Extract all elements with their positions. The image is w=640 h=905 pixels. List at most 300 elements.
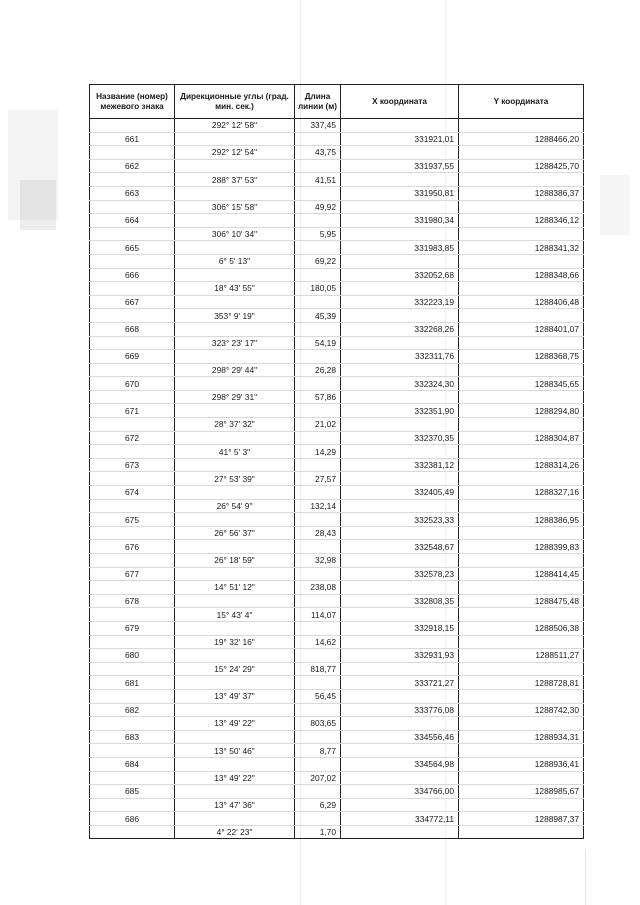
y-cell [459, 173, 584, 187]
x-cell: 332223,19 [341, 295, 459, 309]
length-cell [295, 268, 341, 282]
segment-row [90, 662, 584, 676]
length-cell [295, 132, 341, 146]
length-cell [295, 322, 341, 336]
point-name-cell: 675 [90, 513, 175, 527]
y-cell [459, 282, 584, 296]
scan-noise [585, 850, 586, 905]
point-name-cell [90, 798, 175, 812]
y-cell [459, 227, 584, 241]
angle-cell: 26° 56' 37" [175, 526, 295, 540]
x-cell [341, 499, 459, 513]
length-cell [295, 431, 341, 445]
y-cell [459, 254, 584, 268]
point-row [90, 785, 584, 799]
angle-cell: 292° 12' 58" [175, 119, 295, 133]
point-name-cell [90, 227, 175, 241]
angle-cell [175, 649, 295, 663]
length-cell [295, 785, 341, 799]
point-name-cell [90, 499, 175, 513]
x-cell: 334564,98 [341, 757, 459, 771]
y-cell: 1288511,27 [459, 649, 584, 663]
length-cell: 69,22 [295, 254, 341, 268]
length-cell [295, 730, 341, 744]
point-row [90, 186, 584, 200]
angle-cell: 353° 9' 19" [175, 309, 295, 323]
x-cell [341, 771, 459, 785]
length-cell [295, 214, 341, 228]
x-cell: 332548,67 [341, 540, 459, 554]
angle-cell [175, 486, 295, 500]
y-cell [459, 526, 584, 540]
point-row [90, 322, 584, 336]
y-cell [459, 418, 584, 432]
length-cell: 54,19 [295, 336, 341, 350]
angle-cell: 298° 29' 44" [175, 363, 295, 377]
y-cell [459, 635, 584, 649]
y-cell [459, 825, 584, 839]
point-name-cell: 662 [90, 159, 175, 173]
scan-noise [20, 180, 56, 230]
point-name-cell: 667 [90, 295, 175, 309]
point-name-cell: 663 [90, 186, 175, 200]
length-cell [295, 295, 341, 309]
y-cell: 1288742,30 [459, 703, 584, 717]
y-cell [459, 717, 584, 731]
angle-cell [175, 377, 295, 391]
point-name-cell: 669 [90, 350, 175, 364]
angle-cell: 13° 49' 22" [175, 771, 295, 785]
point-name-cell [90, 146, 175, 160]
angle-cell [175, 322, 295, 336]
length-cell [295, 458, 341, 472]
x-cell [341, 526, 459, 540]
length-cell: 43,75 [295, 146, 341, 160]
coordinates-table [89, 84, 584, 839]
point-name-cell: 666 [90, 268, 175, 282]
y-cell [459, 119, 584, 133]
point-name-cell [90, 254, 175, 268]
x-cell: 331950,81 [341, 186, 459, 200]
segment-row [90, 146, 584, 160]
angle-cell: 292° 12' 54" [175, 146, 295, 160]
angle-cell: 27° 53' 39" [175, 472, 295, 486]
segment-row [90, 499, 584, 513]
point-row [90, 295, 584, 309]
y-cell: 1288987,37 [459, 812, 584, 826]
x-cell [341, 717, 459, 731]
x-cell: 332351,90 [341, 404, 459, 418]
y-cell [459, 689, 584, 703]
angle-cell [175, 676, 295, 690]
length-cell: 180,05 [295, 282, 341, 296]
point-name-cell [90, 581, 175, 595]
x-cell: 332523,33 [341, 513, 459, 527]
point-name-cell [90, 119, 175, 133]
length-cell [295, 186, 341, 200]
segment-row [90, 635, 584, 649]
point-name-cell: 661 [90, 132, 175, 146]
x-cell: 332931,93 [341, 649, 459, 663]
length-cell: 8,77 [295, 744, 341, 758]
segment-row [90, 309, 584, 323]
point-name-cell: 664 [90, 214, 175, 228]
segment-row [90, 390, 584, 404]
point-row [90, 621, 584, 635]
angle-cell: 13° 50' 46" [175, 744, 295, 758]
point-name-cell [90, 554, 175, 568]
point-name-cell [90, 363, 175, 377]
x-cell [341, 390, 459, 404]
angle-cell: 13° 49' 22" [175, 717, 295, 731]
y-cell: 1288294,80 [459, 404, 584, 418]
y-cell [459, 554, 584, 568]
length-cell [295, 404, 341, 418]
point-row [90, 132, 584, 146]
x-cell: 332324,30 [341, 377, 459, 391]
length-cell [295, 621, 341, 635]
angle-cell [175, 214, 295, 228]
x-cell: 334556,46 [341, 730, 459, 744]
segment-row [90, 227, 584, 241]
y-cell: 1288728,81 [459, 676, 584, 690]
y-cell [459, 336, 584, 350]
y-cell [459, 390, 584, 404]
y-cell: 1288386,37 [459, 186, 584, 200]
point-name-cell [90, 336, 175, 350]
x-cell [341, 608, 459, 622]
point-name-cell: 673 [90, 458, 175, 472]
angle-cell [175, 594, 295, 608]
length-cell: 14,62 [295, 635, 341, 649]
x-cell [341, 363, 459, 377]
length-cell [295, 649, 341, 663]
x-cell [341, 798, 459, 812]
point-name-cell: 672 [90, 431, 175, 445]
y-cell [459, 200, 584, 214]
x-cell [341, 662, 459, 676]
x-cell: 333776,08 [341, 703, 459, 717]
y-cell [459, 608, 584, 622]
length-cell [295, 159, 341, 173]
x-cell [341, 825, 459, 839]
x-cell: 332405,49 [341, 486, 459, 500]
segment-row [90, 363, 584, 377]
header-length: Длина линии (м) [295, 85, 341, 119]
point-name-cell [90, 771, 175, 785]
length-cell [295, 594, 341, 608]
length-cell [295, 703, 341, 717]
x-cell [341, 336, 459, 350]
angle-cell: 28° 37' 32" [175, 418, 295, 432]
y-cell [459, 472, 584, 486]
x-cell: 334766,00 [341, 785, 459, 799]
point-row [90, 757, 584, 771]
y-cell [459, 445, 584, 459]
point-name-cell: 671 [90, 404, 175, 418]
angle-cell [175, 703, 295, 717]
table-body [90, 119, 584, 839]
point-name-cell [90, 472, 175, 486]
point-name-cell: 684 [90, 757, 175, 771]
x-cell [341, 254, 459, 268]
length-cell: 337,45 [295, 119, 341, 133]
angle-cell: 288° 37' 53" [175, 173, 295, 187]
angle-cell [175, 268, 295, 282]
angle-cell [175, 186, 295, 200]
length-cell: 28,43 [295, 526, 341, 540]
length-cell: 32,98 [295, 554, 341, 568]
x-cell: 331980,34 [341, 214, 459, 228]
point-name-cell: 682 [90, 703, 175, 717]
length-cell: 41,51 [295, 173, 341, 187]
x-cell: 332268,26 [341, 322, 459, 336]
length-cell: 14,29 [295, 445, 341, 459]
point-name-cell: 683 [90, 730, 175, 744]
point-name-cell: 680 [90, 649, 175, 663]
segment-row [90, 173, 584, 187]
point-name-cell [90, 825, 175, 839]
point-name-cell [90, 445, 175, 459]
angle-cell [175, 350, 295, 364]
y-cell: 1288475,48 [459, 594, 584, 608]
point-name-cell [90, 309, 175, 323]
segment-row [90, 771, 584, 785]
x-cell: 332578,23 [341, 567, 459, 581]
y-cell [459, 744, 584, 758]
point-name-cell: 685 [90, 785, 175, 799]
angle-cell: 306° 15' 58" [175, 200, 295, 214]
x-cell: 332052,68 [341, 268, 459, 282]
x-cell: 332918,15 [341, 621, 459, 635]
x-cell: 332311,76 [341, 350, 459, 364]
x-cell: 331937,55 [341, 159, 459, 173]
x-cell [341, 173, 459, 187]
point-name-cell: 676 [90, 540, 175, 554]
x-cell: 332370,35 [341, 431, 459, 445]
length-cell [295, 241, 341, 255]
point-name-cell [90, 689, 175, 703]
point-row [90, 649, 584, 663]
segment-row [90, 581, 584, 595]
point-row [90, 241, 584, 255]
length-cell: 238,08 [295, 581, 341, 595]
point-row [90, 486, 584, 500]
x-cell: 331921,01 [341, 132, 459, 146]
angle-cell: 18° 43' 55" [175, 282, 295, 296]
length-cell: 5,95 [295, 227, 341, 241]
y-cell: 1288399,83 [459, 540, 584, 554]
point-name-cell [90, 635, 175, 649]
length-cell: 56,45 [295, 689, 341, 703]
angle-cell: 41° 5' 3" [175, 445, 295, 459]
y-cell: 1288466,20 [459, 132, 584, 146]
x-cell [341, 689, 459, 703]
x-cell: 332381,12 [341, 458, 459, 472]
y-cell: 1288414,45 [459, 567, 584, 581]
point-name-cell: 674 [90, 486, 175, 500]
angle-cell [175, 458, 295, 472]
angle-cell [175, 241, 295, 255]
angle-cell: 14° 51' 12" [175, 581, 295, 595]
point-name-cell: 665 [90, 241, 175, 255]
point-row [90, 458, 584, 472]
y-cell: 1288506,38 [459, 621, 584, 635]
point-row [90, 431, 584, 445]
x-cell [341, 554, 459, 568]
x-cell [341, 418, 459, 432]
segment-row [90, 526, 584, 540]
y-cell [459, 146, 584, 160]
length-cell: 57,86 [295, 390, 341, 404]
x-cell [341, 635, 459, 649]
x-cell: 333721,27 [341, 676, 459, 690]
x-cell [341, 227, 459, 241]
angle-cell: 298° 29' 31" [175, 390, 295, 404]
y-cell: 1288341,32 [459, 241, 584, 255]
point-row [90, 730, 584, 744]
segment-row [90, 825, 584, 839]
point-name-cell: 686 [90, 812, 175, 826]
angle-cell [175, 540, 295, 554]
x-cell [341, 282, 459, 296]
segment-row [90, 119, 584, 133]
y-cell [459, 499, 584, 513]
y-cell: 1288936,41 [459, 757, 584, 771]
point-name-cell [90, 282, 175, 296]
segment-row [90, 744, 584, 758]
segment-row [90, 200, 584, 214]
point-name-cell: 678 [90, 594, 175, 608]
angle-cell [175, 621, 295, 635]
angle-cell: 323° 23' 17" [175, 336, 295, 350]
length-cell: 49,92 [295, 200, 341, 214]
y-cell: 1288985,67 [459, 785, 584, 799]
length-cell: 207,02 [295, 771, 341, 785]
point-name-cell [90, 526, 175, 540]
segment-row [90, 798, 584, 812]
scan-noise [600, 175, 630, 235]
point-name-cell [90, 608, 175, 622]
point-name-cell: 681 [90, 676, 175, 690]
point-name-cell [90, 717, 175, 731]
length-cell: 21,02 [295, 418, 341, 432]
angle-cell [175, 785, 295, 799]
y-cell [459, 662, 584, 676]
y-cell [459, 771, 584, 785]
length-cell: 114,07 [295, 608, 341, 622]
table-header-row [90, 85, 584, 119]
segment-row [90, 472, 584, 486]
point-row [90, 214, 584, 228]
point-row [90, 377, 584, 391]
point-name-cell: 670 [90, 377, 175, 391]
y-cell: 1288304,87 [459, 431, 584, 445]
y-cell: 1288934,31 [459, 730, 584, 744]
point-row [90, 567, 584, 581]
angle-cell: 13° 47' 36" [175, 798, 295, 812]
length-cell: 818,77 [295, 662, 341, 676]
y-cell: 1288327,16 [459, 486, 584, 500]
length-cell: 26,28 [295, 363, 341, 377]
angle-cell [175, 431, 295, 445]
point-name-cell: 677 [90, 567, 175, 581]
point-name-cell [90, 173, 175, 187]
length-cell [295, 513, 341, 527]
point-name-cell [90, 662, 175, 676]
angle-cell [175, 404, 295, 418]
point-row [90, 594, 584, 608]
length-cell: 132,14 [295, 499, 341, 513]
angle-cell [175, 132, 295, 146]
y-cell: 1288386,95 [459, 513, 584, 527]
angle-cell [175, 513, 295, 527]
segment-row [90, 282, 584, 296]
y-cell: 1288368,75 [459, 350, 584, 364]
y-cell: 1288348,66 [459, 268, 584, 282]
segment-row [90, 554, 584, 568]
y-cell [459, 581, 584, 595]
length-cell: 803,65 [295, 717, 341, 731]
point-name-cell [90, 200, 175, 214]
y-cell: 1288406,48 [459, 295, 584, 309]
point-name-cell [90, 418, 175, 432]
length-cell: 1,70 [295, 825, 341, 839]
point-row [90, 812, 584, 826]
header-x: X координата [341, 85, 459, 119]
x-cell [341, 744, 459, 758]
x-cell [341, 472, 459, 486]
header-angle: Дирекционные углы (град. мин. сек.) [175, 85, 295, 119]
segment-row [90, 445, 584, 459]
length-cell [295, 486, 341, 500]
x-cell [341, 309, 459, 323]
y-cell: 1288425,70 [459, 159, 584, 173]
point-row [90, 703, 584, 717]
point-name-cell: 668 [90, 322, 175, 336]
y-cell: 1288346,12 [459, 214, 584, 228]
length-cell [295, 540, 341, 554]
angle-cell [175, 730, 295, 744]
point-name-cell: 679 [90, 621, 175, 635]
segment-row [90, 336, 584, 350]
x-cell [341, 200, 459, 214]
length-cell [295, 676, 341, 690]
length-cell: 45,39 [295, 309, 341, 323]
x-cell: 331983,85 [341, 241, 459, 255]
angle-cell: 15° 43' 4" [175, 608, 295, 622]
y-cell: 1288401,07 [459, 322, 584, 336]
y-cell [459, 798, 584, 812]
angle-cell [175, 295, 295, 309]
angle-cell: 6° 5' 13" [175, 254, 295, 268]
segment-row [90, 717, 584, 731]
y-cell [459, 309, 584, 323]
point-row [90, 159, 584, 173]
angle-cell: 15° 24' 29" [175, 662, 295, 676]
angle-cell: 306° 10' 34" [175, 227, 295, 241]
point-row [90, 540, 584, 554]
point-row [90, 350, 584, 364]
y-cell: 1288314,26 [459, 458, 584, 472]
angle-cell: 26° 54' 9" [175, 499, 295, 513]
point-row [90, 513, 584, 527]
x-cell [341, 146, 459, 160]
point-row [90, 676, 584, 690]
x-cell: 334772,11 [341, 812, 459, 826]
y-cell: 1288345,65 [459, 377, 584, 391]
angle-cell: 13° 49' 37" [175, 689, 295, 703]
